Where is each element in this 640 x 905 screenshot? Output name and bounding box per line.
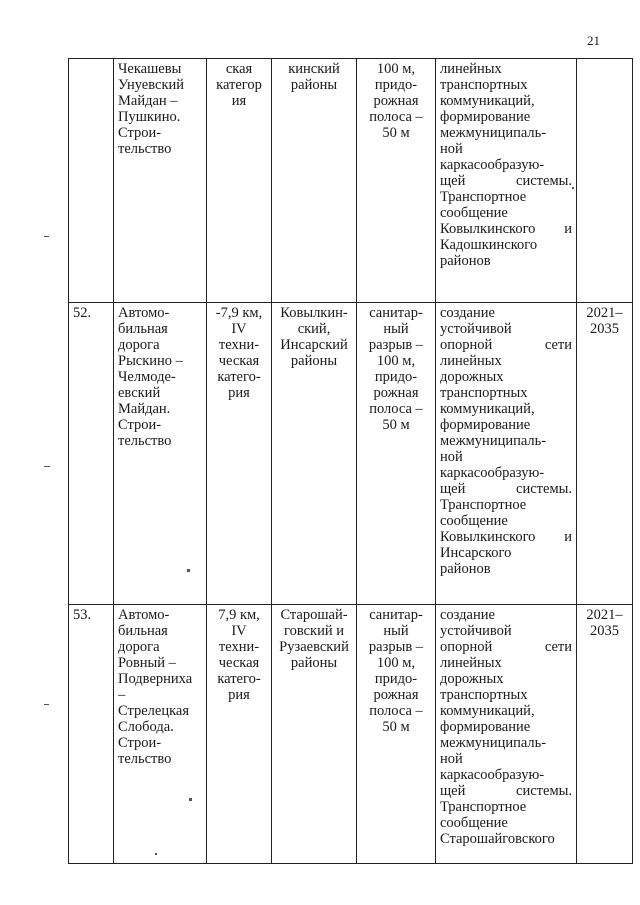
zone-cell: 100 м, придо- рожная полоса – 50 м — [357, 59, 436, 303]
zone-cell: санитар- ный разрыв – 100 м, придо- рожная полоса – 50 м — [357, 303, 436, 605]
row-number-cell: 52. — [69, 303, 114, 605]
scan-speck — [44, 236, 49, 237]
goal-cell: создание устойчивой опорной сети линейных дорожных транспортных коммуникаций, формирование межмуниципаль- ной каркасообразую- щей системы. Транспортное сообщение Ковылкинского и Инсарского районов — [436, 303, 577, 605]
scan-speck — [44, 704, 49, 705]
characteristics-cell: ская категор ия — [207, 59, 272, 303]
table-row — [69, 605, 633, 864]
characteristics-cell: -7,9 км, IV техни- ческая катего- рия — [207, 303, 272, 605]
scan-speck — [187, 569, 190, 572]
page-number: 21 — [587, 33, 600, 48]
goal-cell: создание устойчивой опорной сети линейных дорожных транспортных коммуникаций, формирование межмуниципаль- ной каркасообразую- щей системы. Транспортное сообщение Старошайговского — [436, 605, 577, 864]
location-cell: кинский районы — [272, 59, 357, 303]
term-cell — [577, 59, 633, 303]
scan-speck — [572, 187, 574, 189]
table-row — [69, 303, 633, 605]
goal-cell: линейных транспортных коммуникаций, формирование межмуниципаль- ной каркасообразую- щей системы. Транспортное сообщение Ковылкинского и Кадошкинского районов — [436, 59, 577, 303]
scan-speck — [189, 798, 192, 801]
row-number-cell: 53. — [69, 605, 114, 864]
location-cell: Ковылкин- ский, Инсарский районы — [272, 303, 357, 605]
term-cell: 2021– 2035 — [577, 303, 633, 605]
characteristics-cell: 7,9 км, IV техни- ческая катего- рия — [207, 605, 272, 864]
projects-table — [68, 58, 633, 864]
object-name-cell: Автомо- бильная дорога Рыскино – Челмоде- евский Майдан. Строи- тельство — [114, 303, 207, 605]
table-row — [69, 59, 633, 303]
scan-speck — [155, 853, 157, 855]
object-name-cell: Чекашевы Унуевский Майдан – Пушкино. Строи- тельство — [114, 59, 207, 303]
term-cell: 2021– 2035 — [577, 605, 633, 864]
object-name-cell: Автомо- бильная дорога Ровный – Подверниха – Стрелецкая Слобода. Строи- тельство — [114, 605, 207, 864]
location-cell: Старошай- говский и Рузаевский районы — [272, 605, 357, 864]
row-number-cell — [69, 59, 114, 303]
scan-speck — [44, 466, 50, 467]
zone-cell: санитар- ный разрыв – 100 м, придо- рожная полоса – 50 м — [357, 605, 436, 864]
